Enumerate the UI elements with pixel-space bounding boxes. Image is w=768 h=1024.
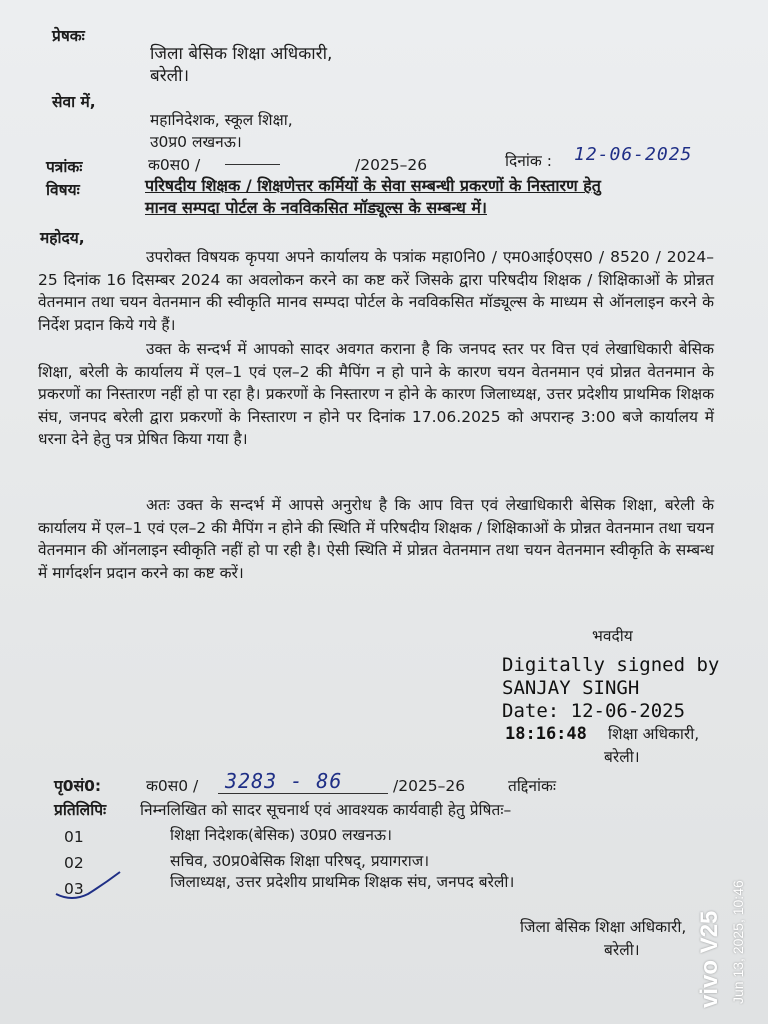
subject-line2: मानव सम्पदा पोर्टल के नवविकसित मॉड्यूल्स के सम्बन्ध में। <box>145 198 487 217</box>
body-paragraph-3: अतः उक्त के सन्दर्भ में आपसे अनुरोध है कि आप वित्त एवं लेखाधिकारी बेसिक शिक्षा, बरेली के कार्यालय में एल–1 एवं एल–2 की मैपिंग न होने की स्थिति में परिषदीय शिक्षक / शिक्षिकाओं के प्रोन्नत वेतनमान तथा चयन वेतनमान की ऑनलाइन स्वीकृति नहीं हो पा रही है। ऐसी स्थिति में प्रोन्नत वेतनमान तथा चयन वेतनमान स्वीकृति के सम्बन्ध में मार्गदर्शन प्रदान करने का कष्ट करें। <box>38 496 714 582</box>
copy-ref-underline <box>218 793 388 794</box>
copy-ref-number-handwritten: 3283 - 86 <box>225 769 343 793</box>
footer-line2: बरेली। <box>604 941 640 959</box>
digital-signature-line4: 18:16:48 <box>505 724 587 744</box>
closing-designation: शिक्षा अधिकारी, <box>608 725 700 743</box>
digital-signature-line3: Date: 12-06-2025 <box>502 700 686 722</box>
digital-signature-line2: SANJAY SINGH <box>502 677 640 699</box>
sender-label: प्रेषकः <box>52 27 85 45</box>
recipient-label: सेवा में, <box>52 93 96 111</box>
reference-date-handwritten: 12-06-2025 <box>574 144 693 165</box>
reference-blank <box>225 164 280 165</box>
reference-date-label: दिनांक : <box>505 152 552 170</box>
copy-ref-prefix: क0स0 / <box>146 777 199 795</box>
body-paragraph-2: उक्त के सन्दर्भ में आपको सादर अवगत कराना है कि जनपद स्तर पर वित्त एवं लेखाधिकारी बेसिक शिक्षा, बरेली के कार्यालय में एल–1 एवं एल–2 की मैपिंग न हो पाने के कारण चयन वेतनमान एवं प्रोन्नत वेतनमान के प्रकरणों का निस्तारण नहीं हो पा रहा है। प्रकरणों के निस्तारण न होने के कारण जिलाध्यक्ष, उत्तर प्रदेशीय प्राथमिक शिक्षक संघ, जनपद बरेली द्वारा प्रकरणों के निस्तारण न होने पर दिनांक 17.06.2025 को अपरान्ह 3:00 बजे कार्यालय में धरना देने हेतु पत्र प्रेषित किया गया है। <box>38 340 714 448</box>
reference-year: /2025–26 <box>355 156 428 174</box>
subject-line1: परिषदीय शिक्षक / शिक्षणेत्तर कर्मियों के सेवा सम्बन्धी प्रकरणों के निस्तारण हेतु <box>145 176 601 195</box>
camera-watermark-brand: vivo V25 <box>696 910 723 1008</box>
sender-line2: बरेली। <box>150 66 190 86</box>
copy-item-2-text: सचिव, उ0प्र0बेसिक शिक्षा परिषद्, प्रयागराज। <box>170 852 430 870</box>
copy-item-3-number: 03 <box>64 880 84 898</box>
copy-to-label: प्रतिलिपिः <box>54 801 107 819</box>
digital-signature-line1: Digitally signed by <box>502 654 720 676</box>
footer-line1: जिला बेसिक शिक्षा अधिकारी, <box>520 918 687 936</box>
closing-city: बरेली। <box>604 748 640 766</box>
copy-ref-date-label: तद्दिनांकः <box>508 777 557 795</box>
handwritten-tick-mark <box>54 868 124 904</box>
copy-item-1-number: 01 <box>64 828 84 846</box>
subject-label: विषयः <box>46 181 80 199</box>
closing-yours: भवदीय <box>592 627 633 645</box>
sender-line1: जिला बेसिक शिक्षा अधिकारी, <box>150 44 333 64</box>
recipient-line1: महानिदेशक, स्कूल शिक्षा, <box>150 111 293 129</box>
reference-prefix: क0स0 / <box>148 156 201 174</box>
copy-item-2-number: 02 <box>64 854 84 872</box>
body-paragraph-1: उपरोक्त विषयक कृपया अपने कार्यालय के पत्रांक महा0नि0 / एम0आई0एस0 / 8520 / 2024–25 दिनांक 16 दिसम्बर 2024 का अवलोकन करने का कष्ट करें जिसके द्वारा परिषदीय शिक्षक / शिक्षिकाओं के प्रोन्नत वेतनमान तथा चयन वेतनमान की स्वीकृति मानव सम्पदा पोर्टल के नवविकसित मॉड्यूल्स के माध्यम से ऑनलाइन करने के निर्देश प्रदान किये गये हैं। <box>38 248 714 334</box>
copy-to-intro: निम्नलिखित को सादर सूचनार्थ एवं आवश्यक कार्यवाही हेतु प्रेषितः– <box>140 801 512 819</box>
recipient-line2: उ0प्र0 लखनऊ। <box>150 133 242 151</box>
copy-item-1-text: शिक्षा निदेशक(बेसिक) उ0प्र0 लखनऊ। <box>170 826 392 844</box>
salutation: महोदय, <box>40 229 85 247</box>
reference-label: पत्रांकः <box>46 158 83 176</box>
copy-ref-year: /2025–26 <box>393 777 466 795</box>
camera-watermark-timestamp: Jun 13, 2025, 10:46 <box>730 880 746 1004</box>
copy-ref-label: पृ0सं0: <box>54 777 102 795</box>
copy-item-3-text: जिलाध्यक्ष, उत्तर प्रदेशीय प्राथमिक शिक्षक संघ, जनपद बरेली। <box>170 873 515 891</box>
